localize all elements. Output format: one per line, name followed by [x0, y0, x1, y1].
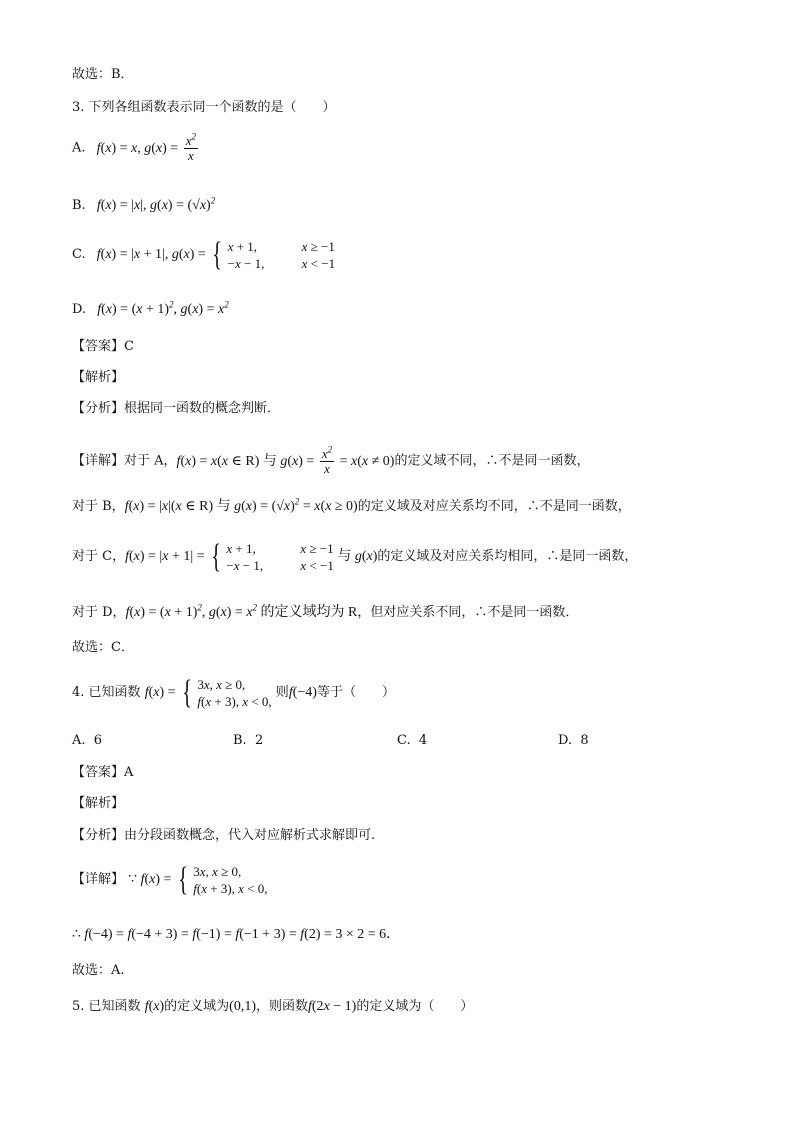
q4-answer	[72, 764, 133, 782]
q4-stem-end: 等于（ ）	[316, 685, 395, 701]
q4-option-b-label: B.	[233, 733, 247, 748]
q4-detail-tag: 【详解】	[72, 872, 125, 888]
q4-option-c-value: 4	[418, 733, 428, 748]
q5-stem	[72, 998, 473, 1016]
q3-analysis-tag: 【解析】	[72, 370, 125, 385]
q3-detail-a	[72, 444, 590, 476]
q4-answer-tag: 【答案】	[72, 765, 125, 780]
q4-answer-value: A	[124, 765, 134, 780]
q4-option-c	[397, 733, 427, 748]
q3-detail-b-formula: f(x) = |x|(x ∈ R) 与 $g(x) = (√x)^2 = x(x \ge 0)$	[124, 496, 358, 514]
q3-detail-d	[72, 604, 578, 622]
q4-option-a	[72, 733, 102, 748]
q4-analysis-tag: 【解析】	[72, 796, 125, 811]
q3-fenxi-text: 根据同一函数的概念判断．	[124, 401, 281, 416]
q3-answer-tag: 【答案】	[72, 339, 125, 354]
q4-stem	[72, 676, 395, 710]
q3-detail-tag: 【详解】	[72, 453, 125, 469]
q4-stem-formula: f(x) = { 3x, x ≥ 0, f(x + 3), x < 0,	[144, 674, 272, 711]
q4-computation-formula: ∴ f(−4) = f(−4 + 3) = f(−1) = f(−1 + 3) = f(2) = 3 × 2 = 6．	[72, 927, 401, 942]
q3-option-d	[72, 301, 229, 319]
q5-f2x: f(2x − 1)	[308, 999, 357, 1014]
q4-stem-suffix: 则	[275, 685, 289, 701]
q3-detail-b	[72, 498, 631, 516]
q4-fenxi-text: 由分段函数概念，代入对应解析式求解即可.	[124, 828, 376, 843]
q3-answer-value: C	[124, 339, 134, 354]
q3-option-a-formula: f(x) = x, g(x) = $\frac{x^2}{x}$	[89, 131, 196, 163]
q3-conclusion: 故选：C．	[72, 640, 134, 655]
q4-stem-target: f(−4)	[288, 685, 317, 701]
q3-detail-d-formula: $f(x) = (x + 1)^2$, $g(x) = x^2$ 的定义域均为 R	[125, 602, 358, 620]
q3-detail-c-tail: 的定义域及对应关系均相同，∴是同一函数，	[377, 549, 638, 565]
q3-option-a	[72, 131, 200, 163]
q5-stem-mid: 的定义域为	[164, 999, 230, 1014]
previous-conclusion: 故选：B．	[72, 67, 134, 82]
q3-option-c	[72, 238, 335, 272]
q3-detail-a-formula: f(x) = x(x ∈ R) 与 g(x) = $\frac{x^2}{x}$ = x(x ≠ 0)	[176, 444, 395, 476]
q5-stem-prefix: 5. 已知函数	[72, 999, 141, 1014]
q4-detail	[72, 863, 268, 897]
q3-option-c-label: C.	[72, 247, 86, 263]
q3-fenxi	[72, 400, 280, 418]
q3-fenxi-tag: 【分析】	[72, 401, 125, 416]
q3-stem: 3. 下列各组函数表示同一个函数的是（ ）	[72, 100, 336, 115]
q4-option-a-label: A.	[72, 733, 86, 748]
q4-conclusion: 故选：A.	[72, 963, 125, 978]
q3-option-a-label: A.	[72, 140, 86, 156]
q3-detail-b-tail: 的定义域及对应关系均不同，∴不是同一函数，	[357, 499, 631, 514]
q3-detail-c-intro: 对于 C，	[72, 549, 126, 565]
q5-stem-mid2: ，则函数	[255, 999, 308, 1014]
q4-computation	[72, 926, 400, 944]
q4-option-d-label: D.	[558, 733, 573, 748]
q3-option-b-label: B.	[72, 198, 86, 213]
q3-detail-b-intro: 对于 B，	[72, 499, 125, 514]
q3-detail-c-formula: f(x) = |x + 1| = { x + 1, x ≥ −1 −x − 1, x < −1 与 g(x)	[125, 538, 378, 575]
q3-option-d-formula: $f(x) = (x + 1)^2$, $g(x) = x^2$	[90, 299, 229, 317]
q4-option-b-value: 2	[254, 733, 264, 748]
q4-fenxi-tag: 【分析】	[72, 828, 125, 843]
q5-domain: (0,1)	[229, 999, 256, 1014]
q4-option-d	[558, 733, 589, 748]
q4-option-a-value: 6	[93, 733, 103, 748]
q3-option-b-formula: f(x) = |x|, $g(x) = (√x)^2$	[89, 195, 216, 213]
q4-stem-prefix: 4. 已知函数	[72, 685, 141, 701]
q4-option-b	[233, 733, 263, 748]
q3-detail-a-intro: 对于 A，	[124, 453, 177, 469]
q4-option-c-label: C.	[397, 733, 411, 748]
q3-detail-a-tail: 的定义域不同，∴不是同一函数，	[394, 453, 590, 469]
q3-detail-d-tail: ，但对应关系不同，∴不是同一函数．	[357, 605, 579, 620]
q5-fx: f(x)	[144, 999, 165, 1014]
q3-answer	[72, 338, 134, 356]
q3-detail-c	[72, 540, 637, 574]
q3-option-b	[72, 197, 215, 215]
q4-detail-formula: ∵ f(x) = { 3x, x ≥ 0, f(x + 3), x < 0,	[128, 861, 268, 898]
q3-detail-d-intro: 对于 D，	[72, 605, 126, 620]
q5-stem-end: 的定义域为（ ）	[356, 999, 474, 1014]
q4-fenxi	[72, 827, 375, 845]
q3-option-c-formula: f(x) = |x + 1|, g(x) = { x + 1, x ≥ −1 −x − 1, x < −1	[89, 236, 336, 273]
q3-option-d-label: D.	[72, 302, 87, 317]
q4-option-d-value: 8	[580, 733, 589, 748]
